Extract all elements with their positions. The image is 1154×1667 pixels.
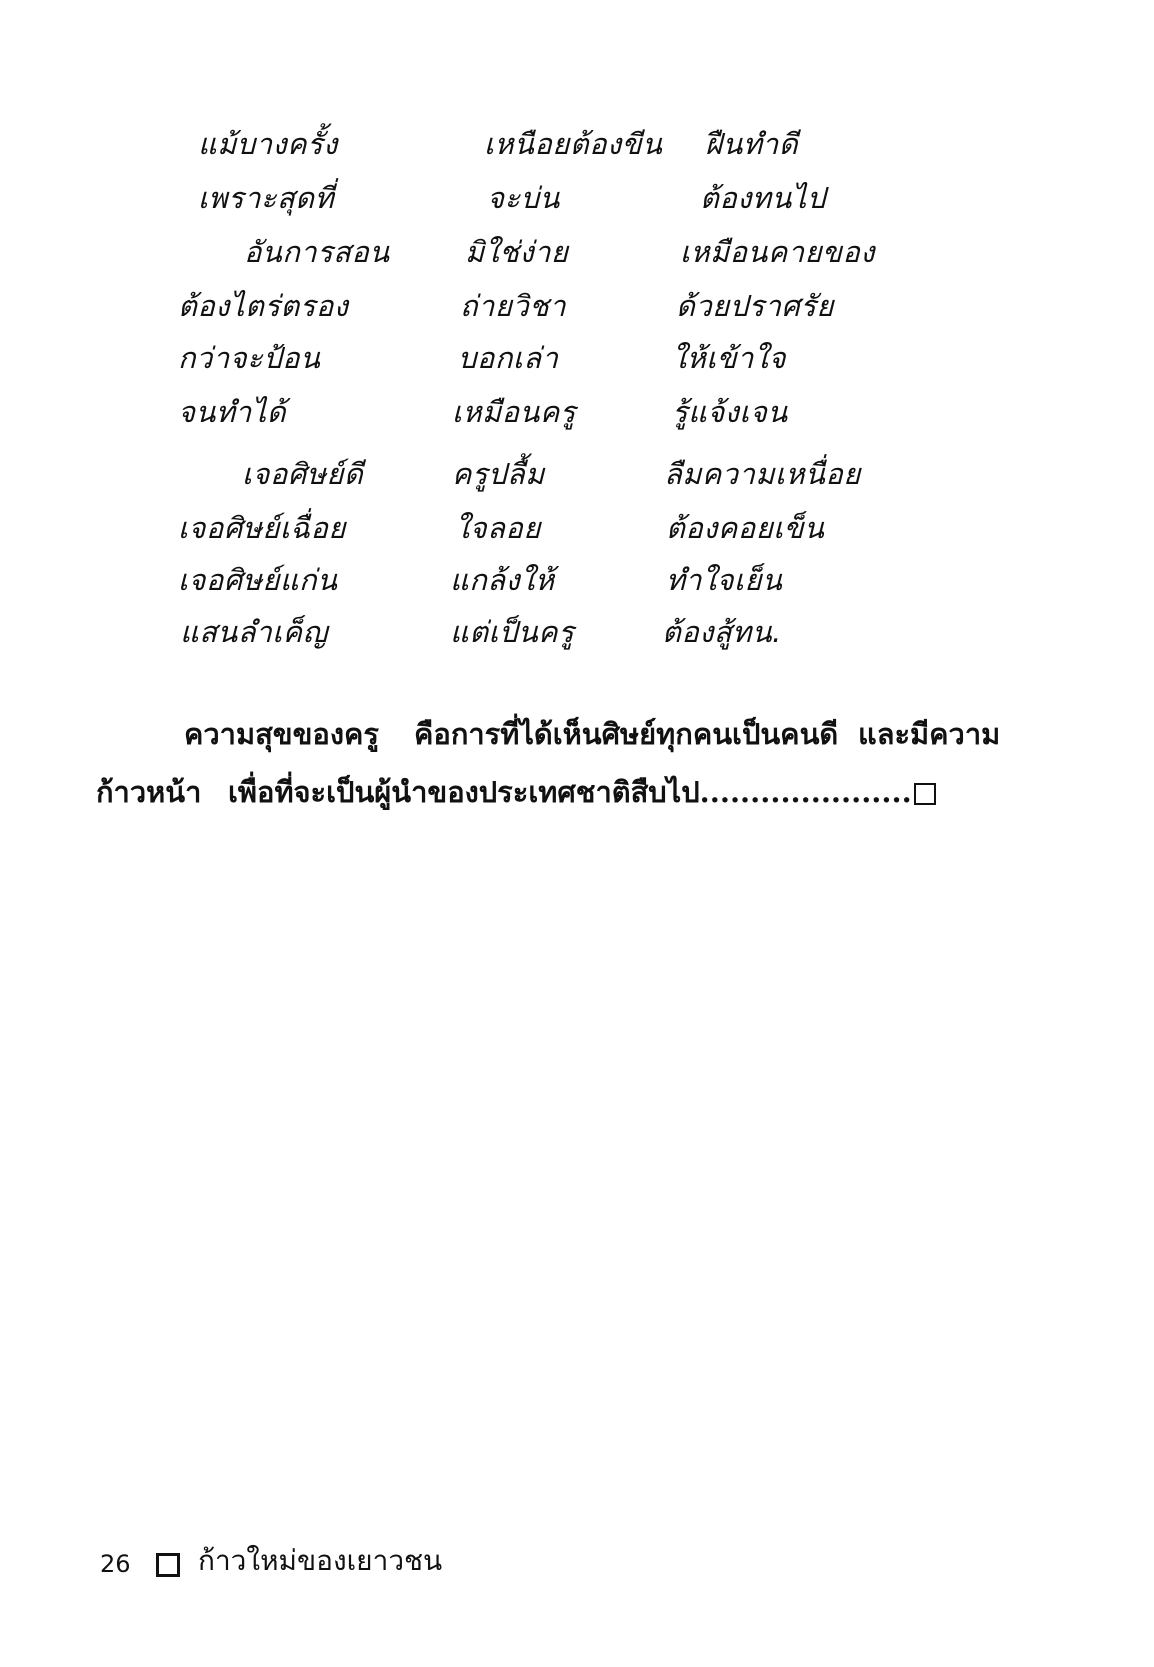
- poem-phrase: เหมือนครู: [452, 395, 576, 429]
- poem-phrase: เพราะสุดที่: [198, 181, 335, 215]
- poem-phrase: เจอศิษย์ดี: [242, 457, 364, 491]
- poem-phrase: แสนลำเค็ญ: [180, 615, 328, 649]
- page-number: 26: [100, 1550, 131, 1578]
- poem-phrase: ต้องคอยเข็น: [666, 511, 825, 545]
- poem-phrase: ครูปลื้ม: [452, 457, 545, 491]
- poem-line: [0, 178, 1154, 226]
- poem-phrase: ลืมความเหนื่อย: [664, 457, 861, 491]
- poem-phrase: แม้บางครั้ง: [198, 127, 338, 161]
- poem-line: [0, 232, 1154, 280]
- prose-phrase-with-box: [228, 772, 936, 812]
- poem-line: [0, 560, 1154, 608]
- poem-phrase: อันการสอน: [244, 235, 390, 269]
- poem-phrase: ถ่ายวิชา: [460, 289, 567, 323]
- prose-line-2: [96, 772, 1076, 812]
- poem-phrase: ฝืนทำดี: [705, 127, 799, 161]
- poem-phrase: บอกเล่า: [458, 341, 559, 375]
- poem-phrase: เหนือยต้องขีน: [484, 127, 663, 161]
- prose-phrase: คือการที่ได้เห็นศิษย์ทุกคนเป็นคนดี: [414, 717, 839, 751]
- poem-line: [0, 508, 1154, 556]
- poem-phrase: กว่าจะป้อน: [178, 341, 321, 375]
- poem-phrase: แกล้งให้: [450, 563, 555, 597]
- poem-phrase: แต่เป็นครู: [450, 615, 575, 649]
- poem-phrase: มิใช่ง่าย: [465, 235, 569, 269]
- poem-phrase: เจอศิษย์แก่น: [178, 563, 338, 597]
- poem-phrase: ต้องไตร่ตรอง: [178, 289, 349, 323]
- poem-phrase: ให้เข้าใจ: [672, 341, 786, 375]
- poem-phrase: เจอศิษย์เฉื่อย: [178, 511, 346, 545]
- poem-phrase: รู้แจ้งเจน: [672, 395, 788, 429]
- poem-phrase: ทำใจเย็น: [666, 563, 783, 597]
- poem: [0, 0, 1154, 720]
- poem-phrase: จนทำได้: [178, 395, 287, 429]
- poem-phrase: เหมือนคายของ: [680, 235, 875, 269]
- poem-phrase: ด้วยปราศรัย: [676, 289, 834, 323]
- prose-phrase: และมีความ: [858, 717, 1001, 751]
- poem-line: [0, 124, 1154, 172]
- prose-phrase: เพื่อที่จะเป็นผู้นำของประเทศชาติสืบไป.....................: [228, 775, 912, 809]
- prose-phrase: ก้าวหน้า: [96, 775, 202, 809]
- poem-line: [0, 454, 1154, 502]
- poem-phrase: ใจลอย: [455, 511, 541, 545]
- poem-phrase: ต้องสู้ทน.: [662, 615, 782, 649]
- prose-phrase: ความสุขของครู: [184, 717, 379, 751]
- poem-line: [0, 612, 1154, 660]
- poem-line: [0, 286, 1154, 334]
- poem-line: [0, 338, 1154, 386]
- square-icon: [156, 1553, 180, 1577]
- book-title: ก้าวใหม่ของเยาวชน: [198, 1544, 443, 1577]
- square-icon: [914, 783, 936, 805]
- poem-phrase: จะบ่น: [487, 181, 560, 215]
- poem-line: [0, 392, 1154, 440]
- poem-phrase: ต้องทนไป: [700, 181, 826, 215]
- prose-line-1: [96, 714, 1076, 754]
